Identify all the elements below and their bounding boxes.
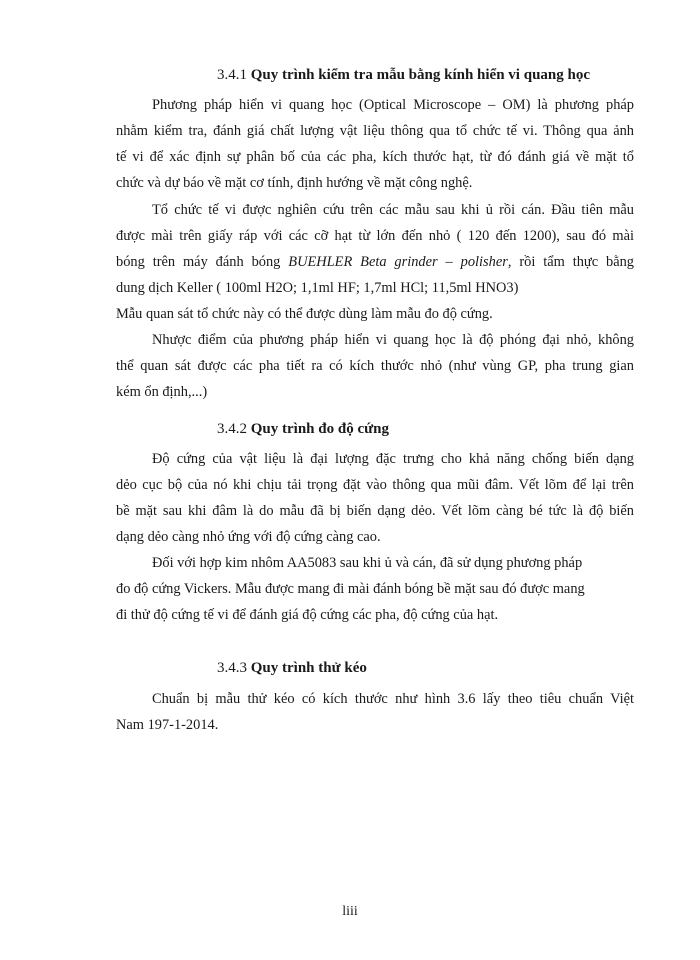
text-line: đi thử độ cứng tế vi để đánh giá độ cứng các pha, độ cứng của hạt. xyxy=(116,607,499,623)
section-number: 3.4.3 xyxy=(217,660,247,676)
paragraph-om-drawbacks xyxy=(116,327,634,405)
paragraph-tensile-sample xyxy=(116,686,634,738)
text-line: dung dịch Keller ( 100ml H2O; 1,1ml HF; 1,7ml HCl; 11,5ml HNO3) xyxy=(116,280,519,296)
text-line: đo độ cứng Vickers. Mẫu được mang đi mài đánh bóng bề mặt sau đó được mang xyxy=(116,581,585,597)
text-line: dẻo cục bộ của nó khi chịu tải trọng đặt vào thông qua mũi đâm. Vết lõm để lại trên xyxy=(116,477,634,493)
paragraph-om-method xyxy=(116,92,634,196)
text-line: bề mặt sau khi đâm là do mẫu đã bị biến dạng dẻo. Vết lõm càng bé tức là độ biến xyxy=(116,503,634,519)
paragraph-hardness-definition xyxy=(116,446,634,550)
text-line: tế vi để xác định sự phân bố của các pha, kích thước hạt, từ đó đánh giá về mặt tổ xyxy=(116,149,634,165)
text-line: nhằm kiểm tra, đánh giá chất lượng vật liệu thông qua tổ chức tế vi. Thông qua ảnh xyxy=(116,123,634,139)
text-line: kém ổn định,...) xyxy=(116,384,208,400)
text-line: Nhược điểm của phương pháp hiển vi quang học là độ phóng đại nhỏ, không xyxy=(152,332,634,348)
page-number: liii xyxy=(342,904,358,919)
text-line: được mài trên giấy ráp với các cỡ hạt từ lớn đến nhỏ ( 120 đến 1200), sau đó mài xyxy=(116,228,634,244)
machine-name-italic: BUEHLER Beta grinder – polisher xyxy=(288,254,508,270)
section-heading-3-4-2 xyxy=(217,419,389,439)
text-line: Độ cứng của vật liệu là đại lượng đặc trưng cho khả năng chống biến dạng xyxy=(152,451,634,467)
paragraph-vickers-method xyxy=(116,550,616,628)
text-line-with-italic xyxy=(116,249,634,275)
section-number: 3.4.1 xyxy=(217,67,247,83)
text-line: Đối với hợp kim nhôm AA5083 sau khi ủ và cán, đã sử dụng phương pháp xyxy=(152,555,583,571)
text-line: Nam 197-1-2014. xyxy=(116,717,219,733)
section-heading-3-4-3 xyxy=(217,658,367,678)
text-line: thể quan sát được các pha tiết ra có kích thước nhỏ (như vùng GP, pha trung gian xyxy=(116,358,634,374)
text-segment: , rồi tẩm thực bằng xyxy=(507,254,634,270)
text-segment: bóng trên máy đánh bóng xyxy=(116,254,281,270)
section-number: 3.4.2 xyxy=(217,421,247,437)
text-line: Tổ chức tế vi được nghiên cứu trên các mẫu sau khi ủ rồi cán. Đầu tiên mẫu xyxy=(152,202,634,218)
section-title: Quy trình thử kéo xyxy=(250,660,367,676)
section-title: Quy trình kiểm tra mẫu bằng kính hiển vi quang học xyxy=(250,67,591,83)
section-heading-3-4-1 xyxy=(217,65,590,85)
text-line: Mẫu quan sát tổ chức này có thể được dùng làm mẫu đo độ cứng. xyxy=(116,306,493,322)
text-line: chức và dự báo về mặt cơ tính, định hướng về mặt công nghệ. xyxy=(116,175,473,191)
paragraph-microstructure-prep xyxy=(116,197,634,301)
section-title: Quy trình đo độ cứng xyxy=(250,421,389,437)
text-line: Chuẩn bị mẫu thử kéo có kích thước như hình 3.6 lấy theo tiêu chuẩn Việt xyxy=(152,691,634,707)
paragraph-hardness-sample-note xyxy=(116,301,634,327)
text-line: Phương pháp hiển vi quang học (Optical Microscope – OM) là phương pháp xyxy=(152,97,634,113)
text-line: dạng dẻo càng nhỏ ứng với độ cứng càng cao. xyxy=(116,529,381,545)
